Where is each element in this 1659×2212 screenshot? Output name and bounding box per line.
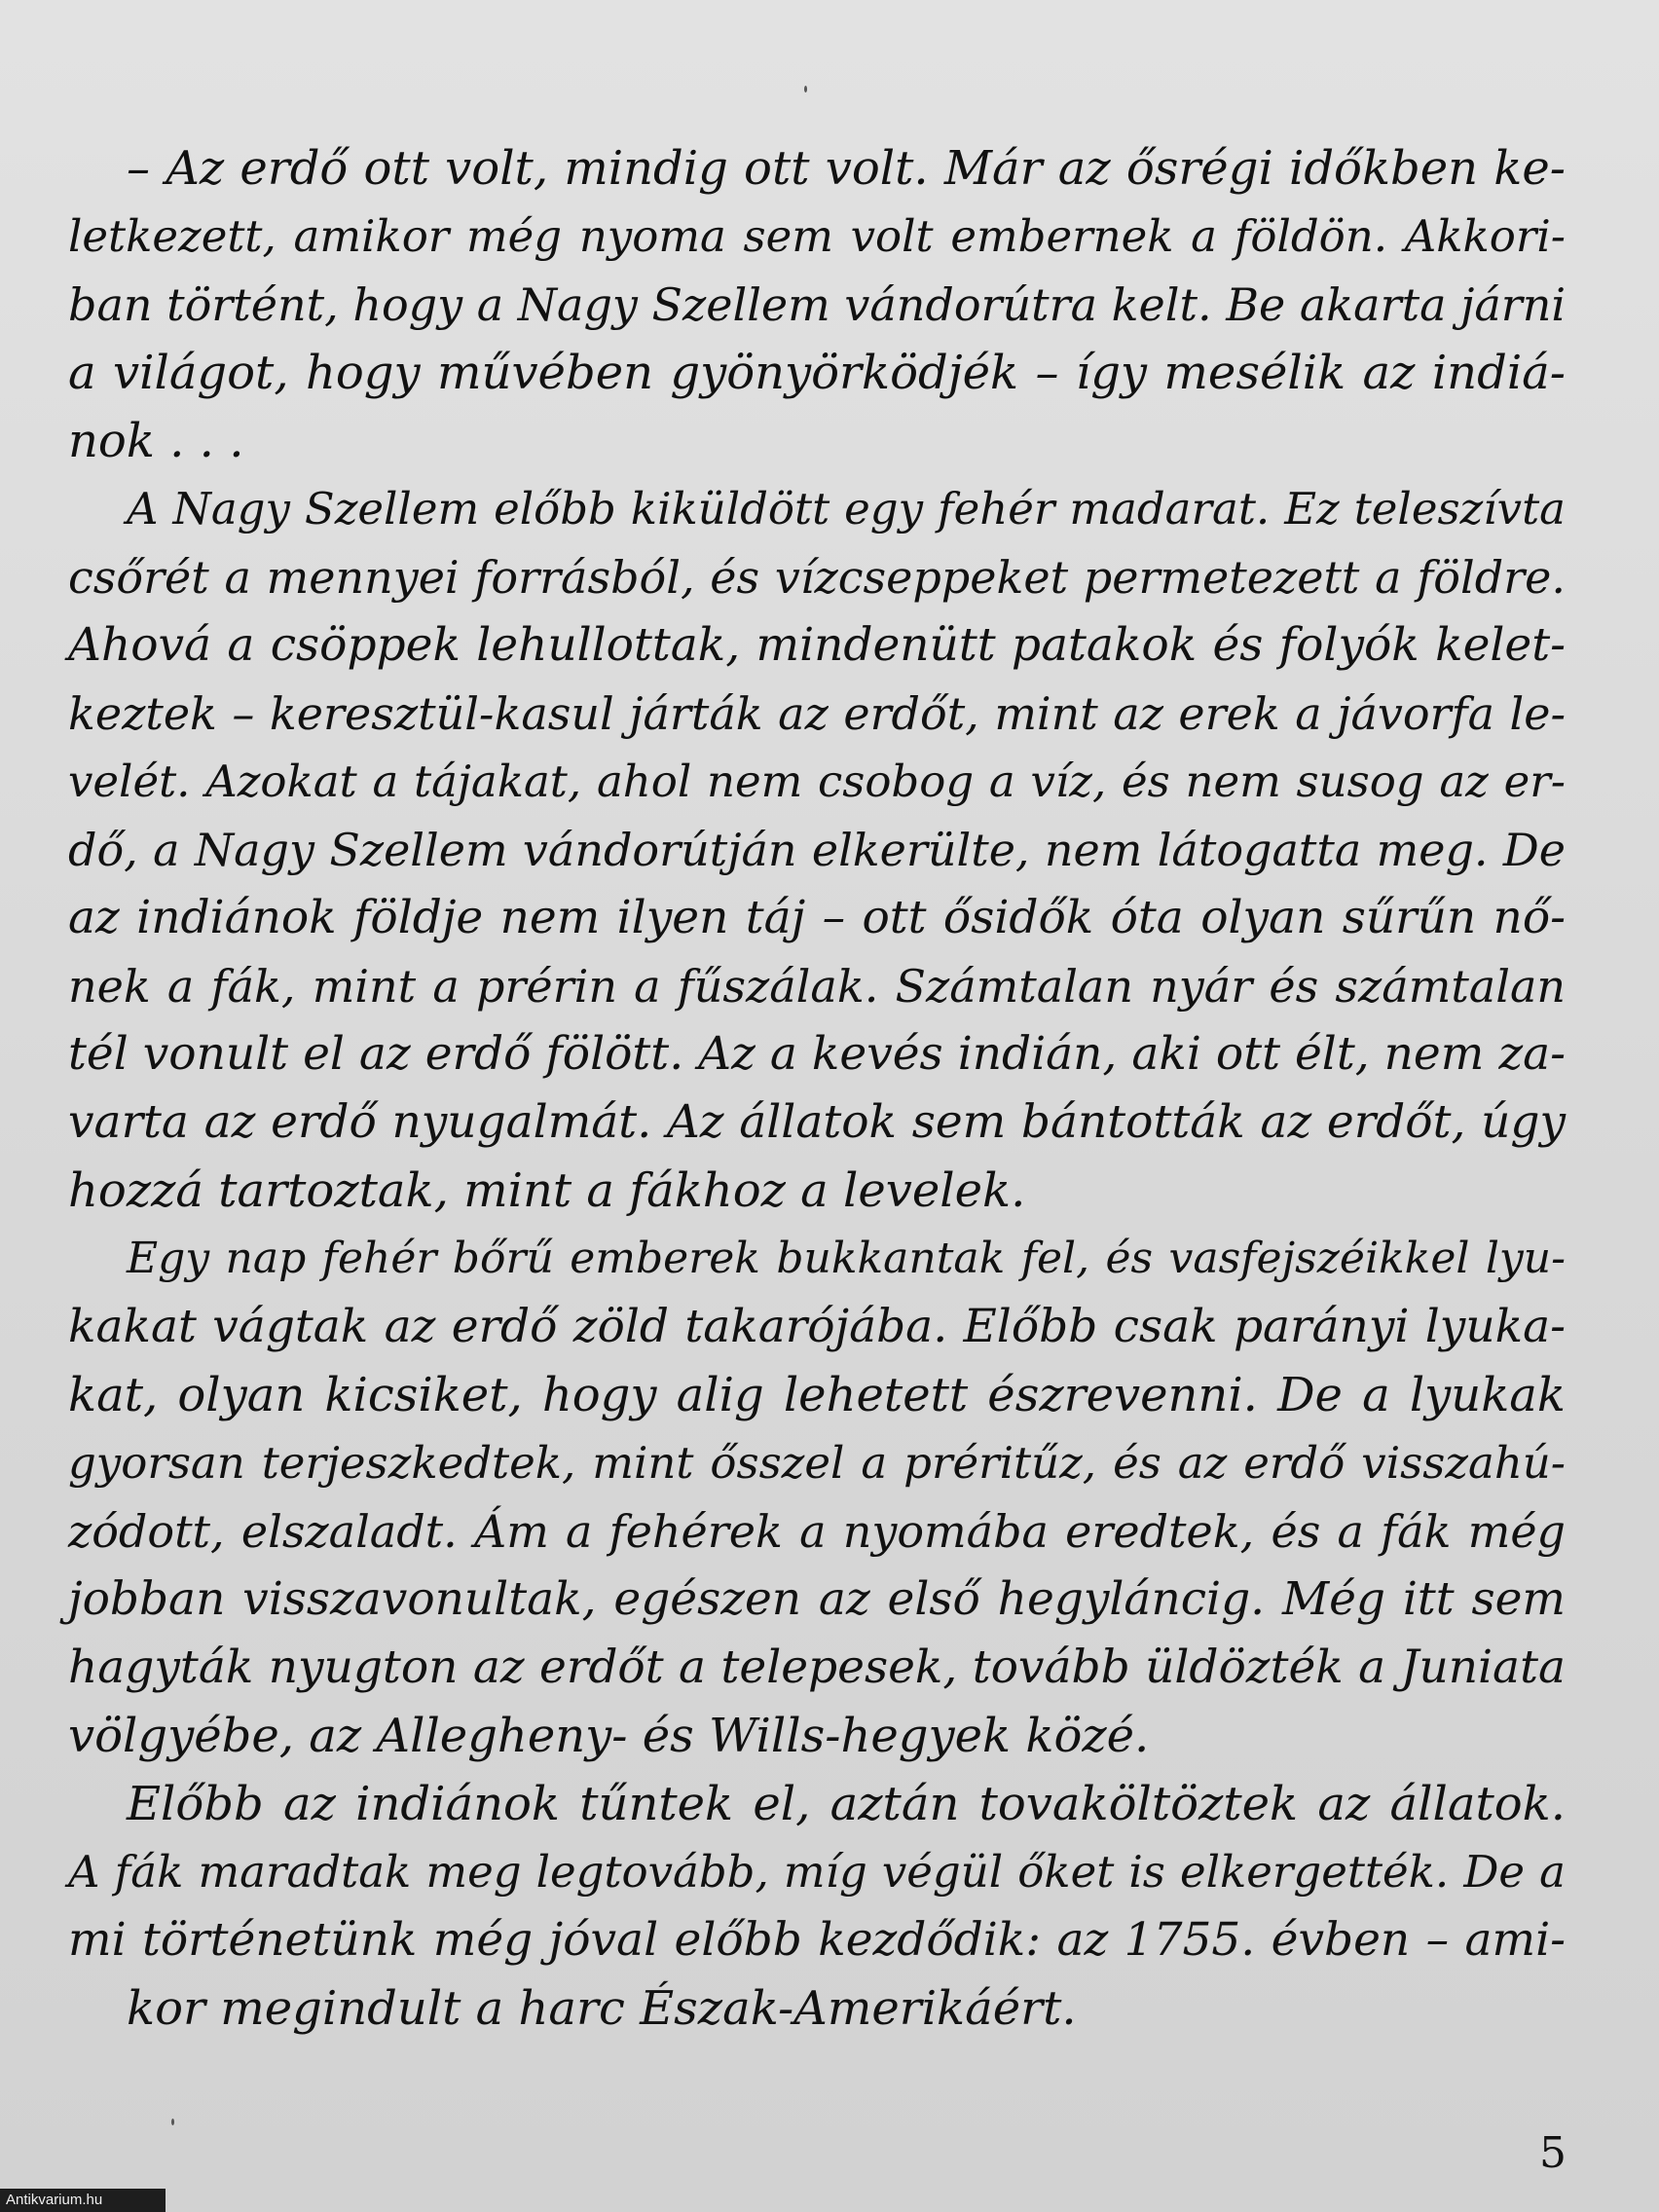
text-line: A Nagy Szellem előbb kiküldött egy fehér madarat. Ez teleszívta: [127, 483, 1566, 535]
text-line: dő, a Nagy Szellem vándorútján elkerülte, nem látogatta meg. De: [68, 824, 1566, 876]
text-line: tél vonult el az erdő fölött. Az a kevés indián, aki ott élt, nem za-: [68, 1027, 1566, 1081]
paragraph-3: [68, 1225, 1566, 1770]
text-line: letkezett, amikor még nyoma sem volt embernek a földön. Akkori-: [68, 210, 1566, 262]
text-line: zódott, elszaladt. Ám a fehérek a nyomába eredtek, és a fák még: [68, 1505, 1566, 1558]
paragraph-1: [68, 134, 1566, 475]
text-line: Egy nap fehér bőrű emberek bukkantak fel, és vasfejszéikkel lyu-: [127, 1234, 1566, 1283]
text-line: hagyták nyugton az erdőt a telepesek, tovább üldözték a Juniata: [68, 1641, 1566, 1694]
text-line: gyorsan terjeszkedtek, mint ősszel a préritűz, és az erdő visszahú-: [68, 1437, 1566, 1489]
text-line: a világot, hogy művében gyönyörködjék – így mesélik az indiá-: [68, 346, 1566, 400]
text-line: mi történetünk még jóval előbb kezdődik: az 1755. évben – ami-: [68, 1913, 1566, 1967]
paragraph-2: [68, 475, 1566, 1225]
text-line: nok . . .: [68, 414, 244, 468]
text-line: – Az erdő ott volt, mindig ott volt. Már az ősrégi időkben ke-: [127, 141, 1566, 196]
text-line: varta az erdő nyugalmát. Az állatok sem bántották az erdőt, úgy: [68, 1095, 1566, 1149]
page-number: 5: [1539, 2128, 1567, 2178]
text-line: ban történt, hogy a Nagy Szellem vándorútra kelt. Be akarta járni: [68, 278, 1567, 331]
watermark: Antikvarium.hu: [0, 2189, 166, 2212]
paper-speck: [804, 86, 807, 92]
text-line: kakat vágtak az erdő zöld takarójába. Előbb csak parányi lyuka-: [68, 1300, 1566, 1353]
text-line: velét. Azokat a tájakat, ahol nem csobog a víz, és nem susog az er-: [68, 756, 1566, 807]
text-line: Ahová a csöppek lehullottak, mindenütt patakok és folyók kelet-: [68, 618, 1566, 672]
text-line: Előbb az indiánok tűntek el, aztán tovaköltöztek az állatok.: [127, 1777, 1566, 1831]
text-line: A fák maradtak meg legtovább, míg végül őket is elkergették. De a: [68, 1846, 1566, 1898]
text-line: csőrét a mennyei forrásból, és vízcseppeket permetezett a földre.: [68, 551, 1566, 604]
text-line: hozzá tartoztak, mint a fákhoz a levelek.: [68, 1163, 1026, 1218]
paper-speck: [171, 2119, 174, 2125]
text-line: jobban visszavonultak, egészen az első hegyláncig. Még itt sem: [68, 1572, 1566, 1626]
text-line: keztek – keresztül-kasul járták az erdőt, mint az erek a jávorfa le-: [68, 687, 1566, 740]
body-text: [68, 134, 1566, 2043]
text-line: nek a fák, mint a prérin a fűszálak. Számtalan nyár és számtalan: [68, 960, 1566, 1013]
paragraph-4: [68, 1770, 1566, 2043]
text-line: az indiánok földje nem ilyen táj – ott ősidők óta olyan sűrűn nő-: [68, 891, 1566, 944]
text-line: kor megindult a harc Észak-Amerikáért.: [127, 1981, 1077, 2036]
text-line: kat, olyan kicsiket, hogy alig lehetett észrevenni. De a lyukak: [68, 1368, 1566, 1422]
text-line: völgyébe, az Allegheny- és Wills-hegyek közé.: [68, 1709, 1150, 1763]
